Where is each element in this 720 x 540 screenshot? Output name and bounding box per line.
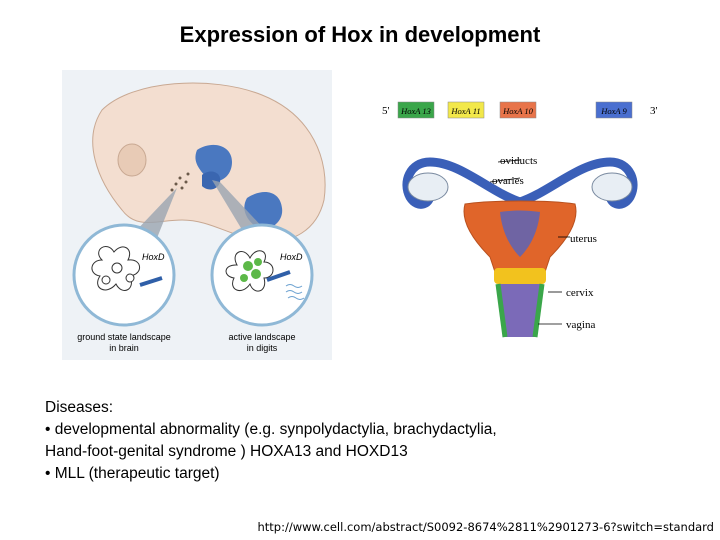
gene-label-3: HoxA 10 xyxy=(503,106,533,116)
hoxd-label-right: HoxD xyxy=(280,252,303,262)
label-oviducts: oviducts xyxy=(500,155,538,167)
embryo-eye xyxy=(118,144,146,176)
page-title: Expression of Hox in development xyxy=(179,22,541,47)
caption-left-line1: ground state landscape xyxy=(77,332,171,342)
ovary-right xyxy=(592,173,632,201)
hoxd-label-left: HoxD xyxy=(142,252,165,262)
diseases-section xyxy=(45,397,685,485)
label-vagina: vagina xyxy=(566,319,596,331)
prime3-label: 3' xyxy=(650,105,658,117)
reproductive-tract-illustration xyxy=(370,92,670,352)
diseases-heading: Diseases: xyxy=(45,399,114,416)
caption-right-line2: in digits xyxy=(246,343,278,353)
gene-label-4: HoxA 9 xyxy=(601,106,627,116)
gene-label-1: HoxA 13 xyxy=(401,106,431,116)
source-link[interactable]: http://www.cell.com/abstract/S0092-8674%2811%2901273-6?switch=standard xyxy=(257,520,714,534)
embryo-illustration xyxy=(62,70,332,360)
hox-gene-row xyxy=(398,102,632,118)
cervix xyxy=(494,268,546,284)
ovary-left xyxy=(408,173,448,201)
caption-right-line1: active landscape xyxy=(228,332,296,342)
diseases-line-1: • developmental abnormality (e.g. synpolydactylia, brachydactylia, xyxy=(45,421,497,438)
label-ovaries: ovaries xyxy=(492,175,524,187)
circle-brain xyxy=(74,225,174,325)
prime5-label: 5' xyxy=(382,105,390,117)
label-uterus: uterus xyxy=(570,233,597,245)
label-cervix: cervix xyxy=(566,287,594,299)
diseases-line-3: • MLL (therapeutic target) xyxy=(45,465,220,482)
gene-label-2: HoxA 11 xyxy=(451,106,481,116)
diseases-line-2: Hand‑foot‑genital syndrome ) HOXA13 and HOXD13 xyxy=(45,443,408,460)
caption-left-line2: in brain xyxy=(109,343,139,353)
